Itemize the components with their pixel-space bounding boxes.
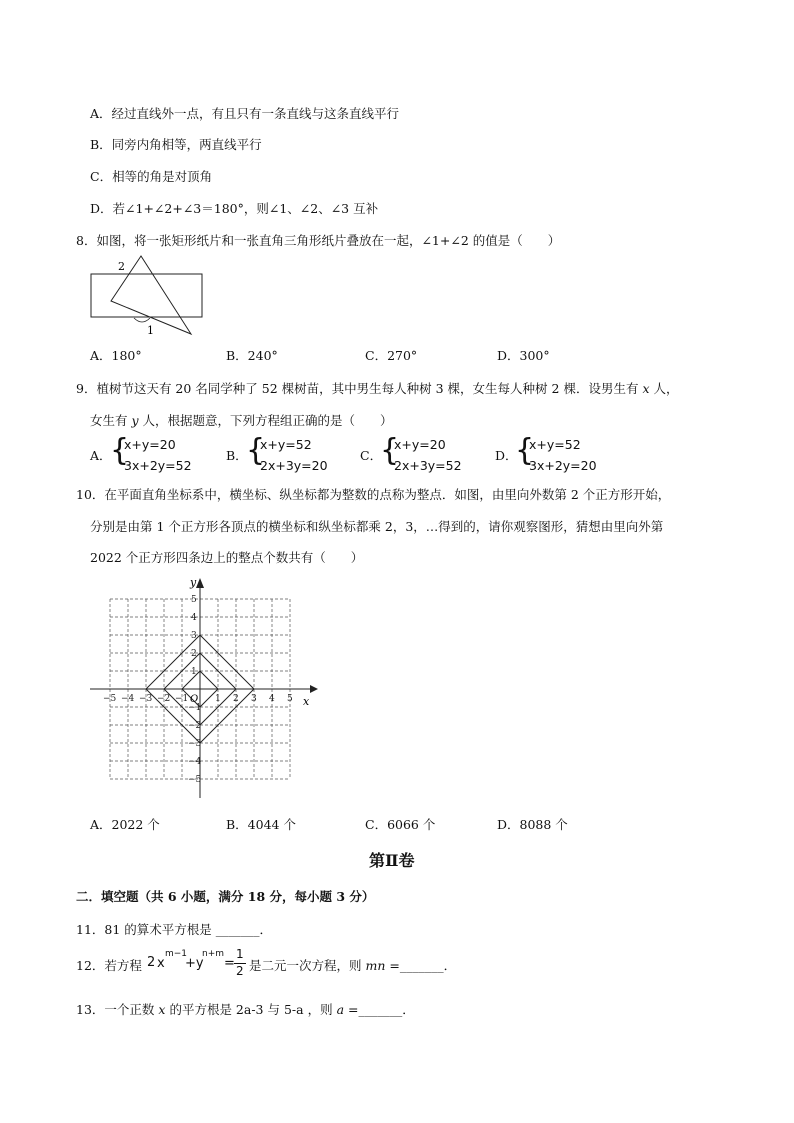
q13-text-b: 的平方根是	[169, 1002, 236, 1017]
q8-option-d: D．300°	[497, 348, 550, 363]
q9-stem-text-c: 女生有	[90, 413, 128, 428]
q10-stem-line1: 10．在平面直角坐标系中，横坐标、纵坐标都为整数的点称为整点．如图，由里向外数第 2 个正方形开始，	[76, 487, 671, 502]
q9-option-a-brace: {	[110, 433, 130, 468]
q13-value-1: 2a-3	[235, 1002, 264, 1017]
q13-value-2: 5-a	[283, 1002, 304, 1017]
q13-var-x: x	[158, 1002, 166, 1017]
x-tick-label: 1	[215, 694, 221, 704]
q8-stem: 8．如图，将一张矩形纸片和一张直角三角形纸片叠放在一起，∠1+∠2 的值是（ ）	[76, 233, 561, 248]
q13	[76, 1000, 415, 1018]
q9-stem-text-a: 9．植树节这天有 20 名同学种了 52 棵树苗，其中男生每人种树 3 棵，女生每人种树 2 棵．设男生有	[76, 381, 639, 396]
q9-option-a-eq1: x+y=20	[124, 437, 176, 452]
y-tick-label: 4	[191, 613, 197, 623]
q9-option-b-eq2: 2x+3y=20	[260, 458, 328, 473]
q12-plus-y: +y	[185, 956, 204, 971]
x-tick-label: −5	[103, 694, 117, 704]
q7-option-b: B．同旁内角相等，两直线平行	[90, 137, 262, 152]
q12-suffix	[249, 956, 456, 974]
x-tick-label: −3	[139, 694, 153, 704]
y-tick-label: 1	[191, 667, 197, 677]
q9-var-x: x	[642, 381, 650, 396]
q9-option-c-eq2: 2x+3y=52	[394, 458, 462, 473]
q8-angle-2-label: 2	[118, 260, 125, 273]
y-tick-label: −5	[188, 775, 202, 785]
q11: 11．81 的算术平方根是 _______．	[76, 922, 273, 937]
x-tick-label: 4	[269, 694, 275, 704]
q9-option-d-label: D．	[495, 448, 518, 463]
y-tick-label: 5	[191, 595, 197, 605]
q8-option-c: C．270°	[365, 348, 418, 363]
q10-option-d: D．8088 个	[497, 817, 568, 832]
q8-option-a: A．180°	[90, 348, 142, 363]
q9-var-y: y	[131, 413, 139, 428]
q13-text-a: 13．一个正数	[76, 1002, 155, 1017]
x-axis-label: x	[303, 695, 310, 708]
q7-option-c: C．相等的角是对顶角	[90, 169, 213, 184]
y-tick-label: −4	[188, 757, 202, 767]
q9-option-a-label: A．	[90, 448, 112, 463]
y-tick-label: −1	[188, 703, 202, 713]
y-axis-label: y	[190, 576, 197, 589]
q9-stem-text-d: 人，根据题意，下列方程组正确的是（ ）	[142, 413, 393, 428]
x-tick-label: 2	[233, 694, 239, 704]
y-tick-label: 2	[191, 649, 197, 659]
q9-option-d-eq1: x+y=52	[529, 437, 581, 452]
q9-option-b-eq1: x+y=52	[260, 437, 312, 452]
q9-stem-line2	[90, 411, 393, 429]
y-tick-label: 3	[191, 631, 197, 641]
q13-text-d: ，则	[307, 1002, 333, 1017]
origin-label: O	[190, 694, 199, 705]
q13-text-c: 与	[267, 1002, 284, 1017]
q12-fraction-den: 2	[236, 964, 244, 978]
q13-var-a: a	[336, 1002, 345, 1017]
q9-option-a-eq2: 3x+2y=52	[124, 458, 192, 473]
q12-prefix: 12．若方程	[76, 958, 142, 973]
y-axis-arrow	[196, 578, 204, 588]
q10-stem-line2: 分别是由第 1 个正方形各顶点的横坐标和纵坐标都乘 2，3，…得到的，请你观察图形，猜想由里向外第	[90, 519, 664, 534]
q8-angle-1-label: 1	[147, 324, 154, 337]
q10-option-b: B．4044 个	[226, 817, 296, 832]
q9-option-d-eq2: 3x+2y=20	[529, 458, 597, 473]
q8-option-b: B．240°	[226, 348, 278, 363]
q12-exp1: m−1	[165, 949, 188, 959]
q12-equals: =	[224, 956, 235, 971]
q10-stem-line3: 2022 个正方形四条边上的整点个数共有（ ）	[90, 550, 364, 565]
x-tick-label: 3	[251, 694, 257, 704]
q12-exp2: n+m	[202, 949, 225, 959]
q12-mn: mn	[365, 958, 386, 973]
q8-figure	[84, 252, 209, 340]
q12-coef: 2	[147, 955, 156, 970]
tick-labels	[103, 595, 293, 785]
q10-option-a: A．2022 个	[90, 817, 160, 832]
q7-option-d: D．若∠1+∠2+∠3＝180°，则∠1、∠2、∠3 互补	[90, 201, 379, 216]
q12-suffix-text: 是二元一次方程，则	[249, 958, 362, 973]
x-tick-label: −1	[175, 694, 189, 704]
q9-stem-text-b: 人，	[653, 381, 679, 396]
x-tick-label: 5	[287, 694, 293, 704]
q9-option-c-brace: {	[380, 433, 400, 468]
q12-blank: =_______．	[389, 958, 457, 973]
x-tick-label: −4	[121, 694, 135, 704]
y-tick-label: −3	[188, 739, 202, 749]
q9-option-c-label: C．	[360, 448, 383, 463]
y-tick-label: −2	[188, 721, 202, 731]
q10-option-c: C．6066 个	[365, 817, 436, 832]
x-axis-arrow	[310, 685, 318, 693]
q13-blank: =_______．	[348, 1002, 415, 1017]
x-tick-label: −2	[157, 694, 171, 704]
q9-option-d-brace: {	[515, 433, 535, 468]
q9-option-b-brace: {	[246, 433, 266, 468]
q9-option-b-label: B．	[226, 448, 248, 463]
section2-heading: 二．填空题（共 6 小题，满分 18 分，每小题 3 分）	[76, 889, 375, 904]
q9-option-c-eq1: x+y=20	[394, 437, 446, 452]
q12-x: x	[157, 956, 165, 971]
q9-stem-line1	[76, 379, 679, 397]
q12-fraction-num: 1	[236, 947, 244, 961]
part2-title: 第Ⅱ卷	[369, 851, 415, 870]
q7-option-a: A．经过直线外一点，有且只有一条直线与这条直线平行	[90, 106, 400, 121]
q10-coordinate-figure	[90, 572, 320, 804]
